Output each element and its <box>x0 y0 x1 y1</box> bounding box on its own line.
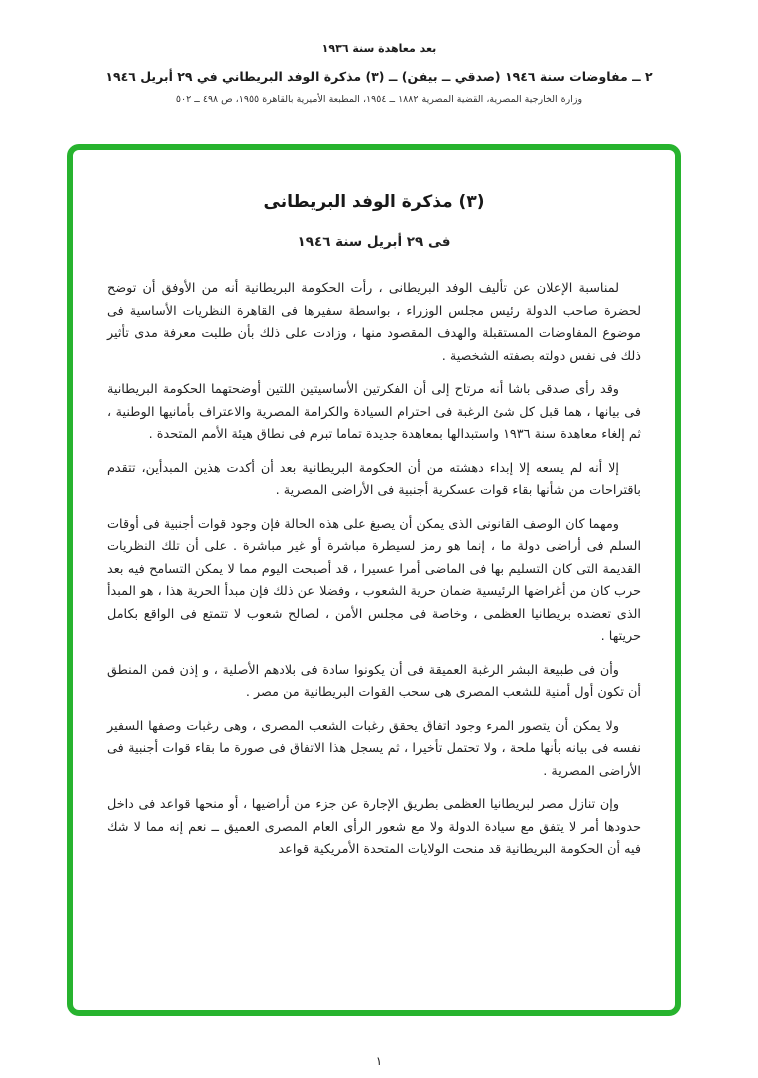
header-title-line: ٢ ــ مفاوضات سنة ١٩٤٦ (صدقي ــ بيفن) ــ (٣) مذكرة الوفد البريطاني في ٢٩ أبريل ١٩٤٦ <box>105 69 653 84</box>
page-number: ١ <box>375 1054 383 1068</box>
paragraph: وأن فى طبيعة البشر الرغبة العميقة فى أن يكونوا سادة فى بلادهم الأصلية ، و إذن فمن المنطق أن تكون أول أمنية للشعب المصرى هى سحب القوات البريطانية من مصر . <box>107 662 641 700</box>
paragraph: لمناسبة الإعلان عن تأليف الوفد البريطانى ، رأت الحكومة البريطانية أنه من الأوفق أن توضح لحضرة صاحب الدولة رئيس مجلس الوزراء ، بواسطة سفيرها فى القاهرة النظريات الأساسية فى موضوع المفاوضات المستقبلة والهدف المقصود منها ، وزادت على ذلك بأن طلبت معرفة مدى تأثير ذلك فى نفس دولته بصفته الشخصية . <box>107 281 641 364</box>
paragraph: إلا أنه لم يسعه إلا إبداء دهشته من أن الحكومة البريطانية بعد أن أكدت هذين المبدأين، تتقدم باقتراحات من شأنها بقاء قوات عسكرية أجنبية فى الأراضى المصرية . <box>107 460 641 498</box>
header-series-line: بعد معاهدة سنة ١٩٣٦ <box>321 42 437 55</box>
paragraph: ولا يمكن أن يتصور المرء وجود اتفاق يحقق رغبات الشعب المصرى ، وهى رغبات وصفها السفير نفسه فى بيانه بأنها ملحة ، ولا تحتمل تأخيرا ، ثم يسجل هذا الاتفاق فى صورة ما بقاء قوات أجنبية فى الأراضى المصرية . <box>107 718 641 779</box>
document-date: فى ٢٩ أبريل سنة ١٩٤٦ <box>297 234 451 250</box>
paragraph: وإن تنازل مصر لبريطانيا العظمى بطريق الإجارة عن جزء من أراضيها ، أو منحها قواعد فى داخل حدودها أمر لا يتفق مع سيادة الدولة ولا مع شعور الرأى العام المصرى العميق ــ نعم إنه مما لا شك فيه أن الحكومة البريطانية قد منحت الولايات المتحدة الأمريكية قواعد <box>107 797 641 857</box>
paragraph: ومهما كان الوصف القانونى الذى يمكن أن يصبغ على هذه الحالة فإن وجود قوات أجنبية فى أوقات السلم فى أراضى دولة ما ، إنما هو رمز لسيطرة مباشرة أو غير مباشرة . على أن تلك النظريات القديمة التى كان التسليم بها فى الماضى أمرا عسيرا ، قد أصبحت اليوم مما لا يمكن التسامح فيه بعد حرب كان من أغراضها الرئيسية ضمان حرية الشعوب ، وفضلا عن ذلك فإن مبدأ الحرية هذا ، هو المبدأ الذى تعضده بريطانيا العظمى ، وخاصة فى مجلس الأمن ، لصالح شعوب لا تتمتع فى الواقع بكامل حريتها . <box>107 516 641 644</box>
paragraph: وقد رأى صدقى باشا أنه مرتاح إلى أن الفكرتين الأساسيتين اللتين أوضحتهما الحكومة البريطانية فى بيانها ، هما قبل كل شئ الرغبة فى احترام السيادة والكرامة المصرية والاعتراف بأمانيها الوطنية ، ثم إلغاء معاهدة سنة ١٩٣٦ واستبدالها بمعاهدة جديدة تماما تبرم فى نطاق هيئة الأمم المتحدة . <box>107 382 641 442</box>
highlight-frame <box>67 144 681 1016</box>
document-body <box>107 278 641 862</box>
header-source-line: وزارة الخارجية المصرية، القضية المصرية ١٨٨٢ ــ ١٩٥٤، المطبعة الأميرية بالقاهرة ١٩٥٥، ص ٤٩٨ ــ ٥٠٢ <box>175 94 583 105</box>
scanned-document <box>73 150 675 1010</box>
document-title: (٣) مذكرة الوفد البريطانى <box>263 192 485 212</box>
page-header <box>0 42 758 105</box>
